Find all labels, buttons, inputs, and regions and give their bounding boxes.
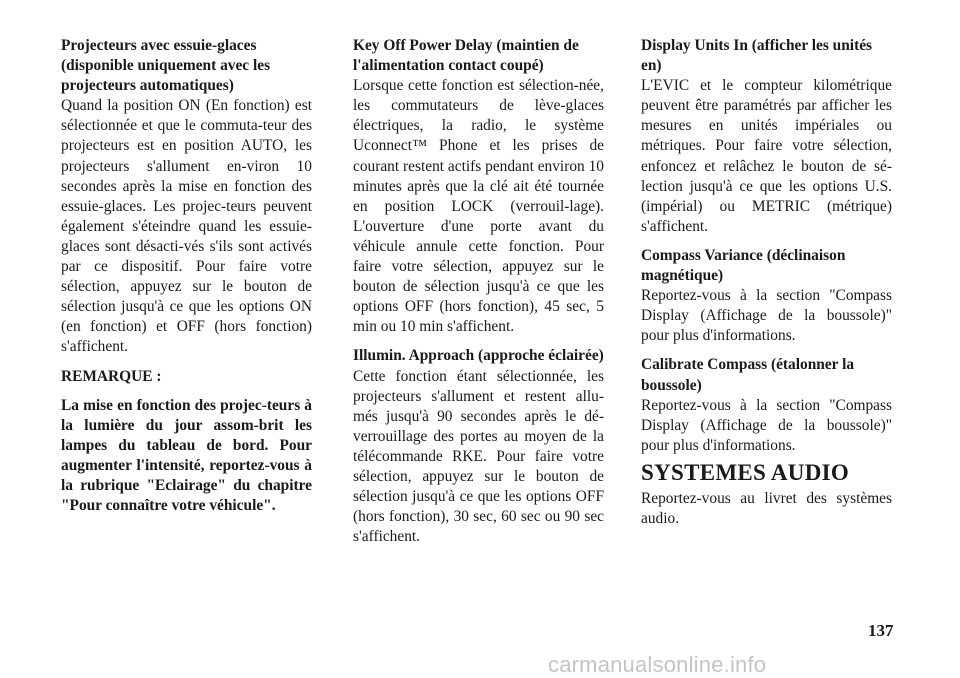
- middle-column: [353, 36, 604, 547]
- heading-key-off-power-delay: Key Off Power Delay (maintien de l'alimentation contact coupé): [353, 37, 579, 75]
- right-column: [641, 36, 892, 529]
- paragraph-compass-variance: Reportez-vous à la section "Compass Display (Affichage de la boussole)" pour plus d'informations.: [641, 287, 892, 345]
- heading-illumin-approach: Illumin. Approach (approche éclairée): [353, 347, 604, 365]
- page-number: 137: [868, 621, 894, 640]
- paragraph-illumin-approach: Cette fonction étant sélectionnée, les projecteurs s'allument et restent allu-més jusqu'à 90 secondes après le dé-verrouillage des portes au moyen de la télécommande RKE. Pour faire votre sélection, appuyez sur le bouton de sélection jusqu'à ce que les options OFF (hors fonction), 30 sec, 60 sec ou 90 sec s'affichent.: [353, 367, 604, 546]
- heading-compass-variance: Compass Variance (déclinaison magnétique): [641, 246, 846, 285]
- note-label: REMARQUE :: [61, 367, 162, 385]
- paragraph-display-units: L'EVIC et le compteur kilométrique peuvent être paramétrés par afficher les mesures en unités impériales ou métriques. Pour faire votre sélection, enfoncez et relâchez le bouton de sé-lection jusqu'à ce que les options U.S. (impérial) ou METRIC (métrique) s'affichent.: [641, 77, 892, 235]
- paragraph-projecteurs-essuie-glaces: Quand la position ON (En fonction) est sélectionnée et que le commuta-teur des projecteurs est en position AUTO, les projecteurs s'allument en-viron 10 secondes après la mise en fonction des essuie-glaces. Les projec-teurs peuvent également s'éteindre quand les essuie-glaces sont désacti-vés s'ils sont activés par ce dispositif. Pour faire votre sélection, appuyez sur le bouton de sélection jusqu'à ce que les options ON (en fonction) et OFF (hors fonction) s'affichent.: [61, 97, 312, 356]
- heading-calibrate-compass: Calibrate Compass (étalonner la boussole): [641, 356, 855, 394]
- heading-display-units: Display Units In (afficher les unités en): [641, 37, 873, 75]
- paragraph-key-off-power-delay: Lorsque cette fonction est sélection-née, les commutateurs de lève-glaces électriques, la radio, le système Uconnect™ Phone et les prises de courant restent actifs pendant environ 10 minutes après que la clé ait été tournée en position LOCK (verrouil-lage). L'ouverture d'une porte avant du véhicule annule cette fonction. Pour faire votre sélection, appuyez sur le bouton de sélection jusqu'à ce que les options OFF (hors fonction), 45 sec, 5 min ou 10 min s'affichent.: [353, 77, 604, 336]
- note-text: La mise en fonction des projec-teurs à la lumière du jour assom-brit les lampes du tableau de bord. Pour augmenter l'intensité, reportez-vous à la rubrique "Eclairage" du chapitre "Pour connaître votre véhicule".: [61, 396, 312, 515]
- paragraph-systemes-audio: Reportez-vous au livret des systèmes audio.: [641, 489, 892, 527]
- section-title-systemes-audio: SYSTEMES AUDIO: [641, 459, 850, 485]
- heading-projecteurs-essuie-glaces: Projecteurs avec essuie-glaces (disponible uniquement avec les projecteurs automatiques): [61, 37, 271, 95]
- paragraph-calibrate-compass: Reportez-vous à la section "Compass Display (Affichage de la boussole)" pour plus d'informations.: [641, 396, 892, 454]
- watermark: carmanualsonline.info: [548, 652, 767, 677]
- left-column: [61, 36, 312, 516]
